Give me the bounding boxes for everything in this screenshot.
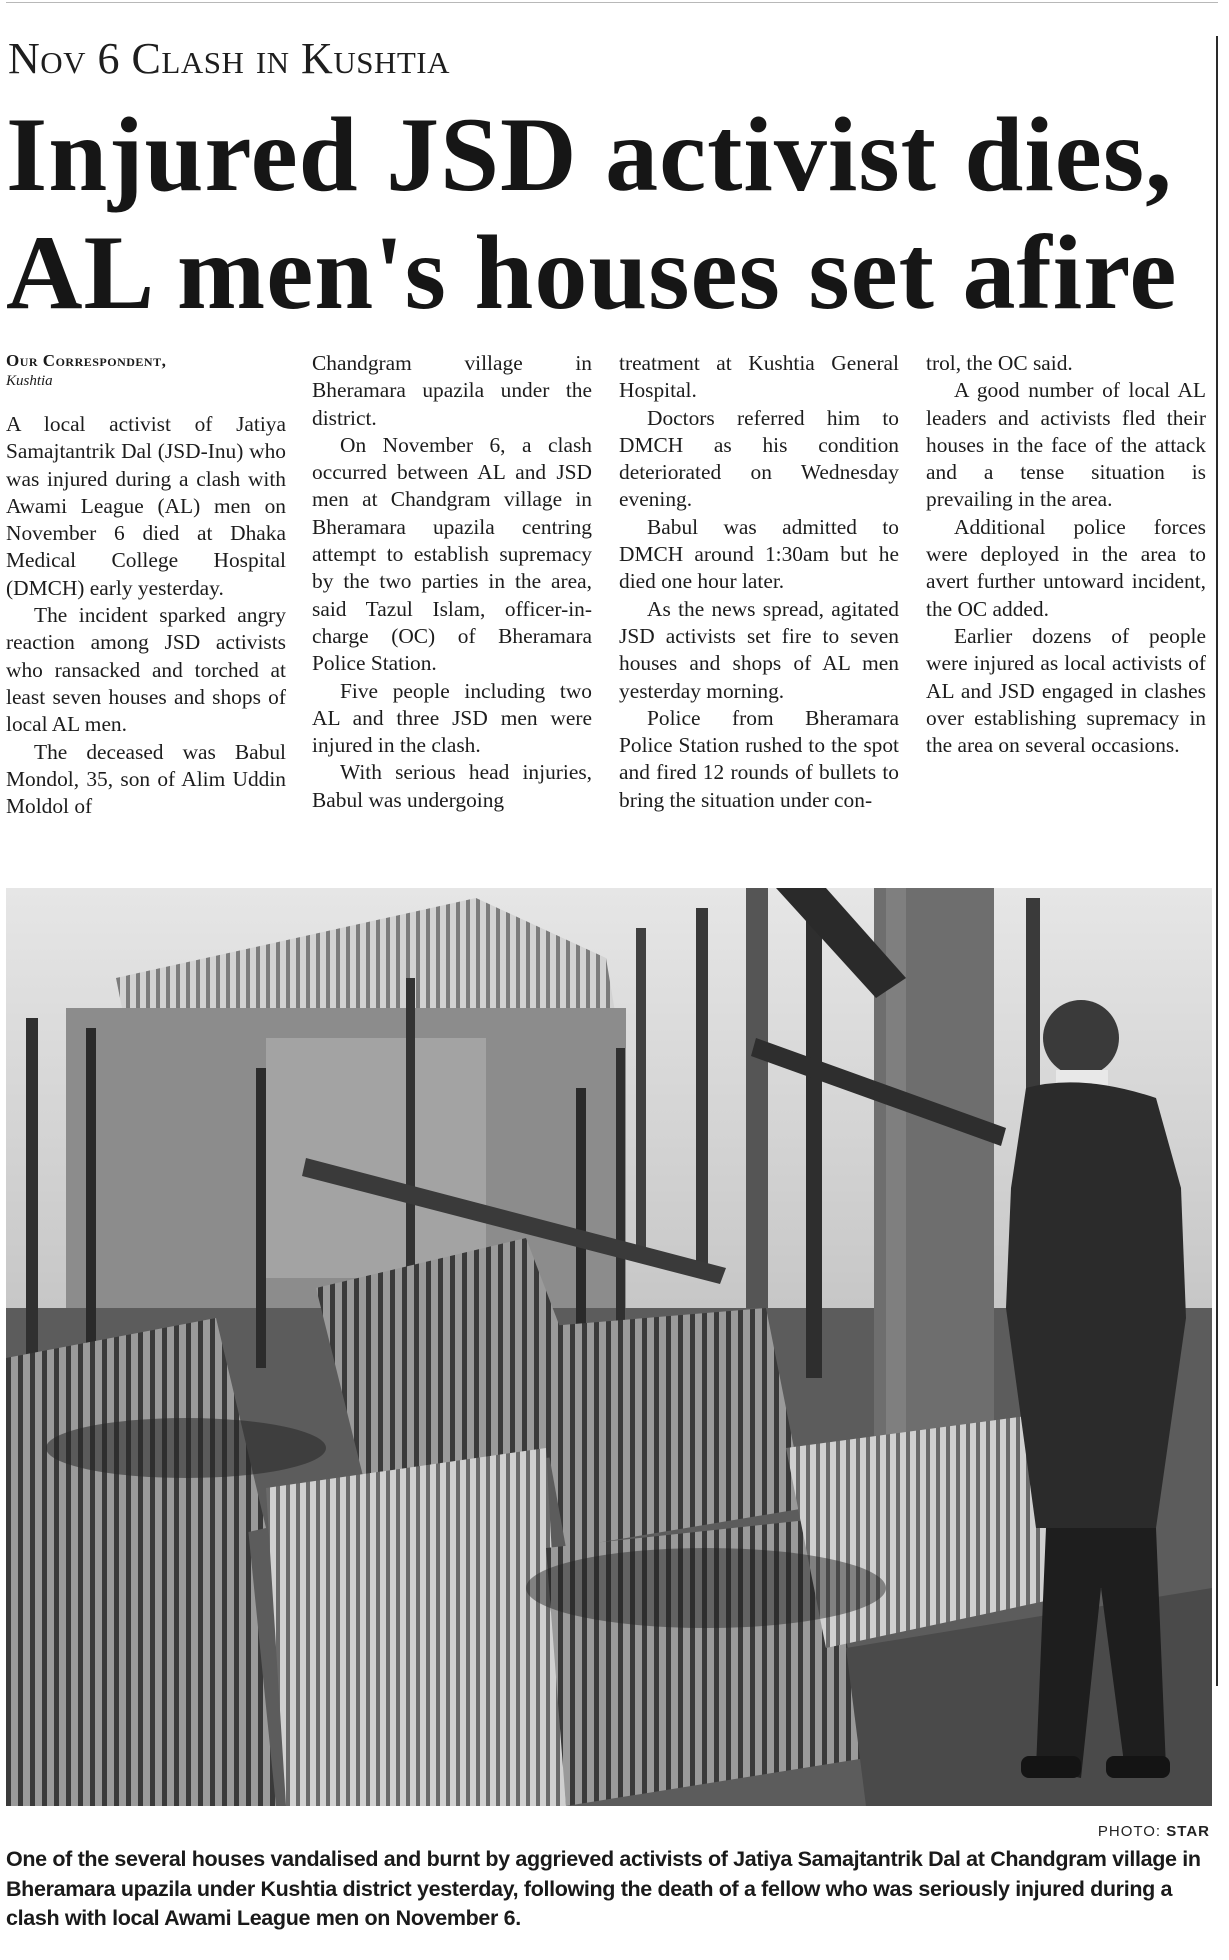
paragraph: A local activist of Jatiya Samajtantrik Dal (JSD-Inu) who was injured during a clash with Awami League (AL) men on November 6 died at Dhaka Medical College Hospital (DMCH) early yesterday. xyxy=(6,412,286,600)
byline xyxy=(6,350,286,390)
kicker-headline: Nov 6 Clash in Kushtia xyxy=(8,34,450,83)
paragraph: Chandgram village in Bheramara upazila under the district. xyxy=(312,351,592,430)
headline-line-2: AL men's houses set afire xyxy=(6,214,1178,331)
paragraph: Additional police forces were deployed in the area to avert further untoward incident, the OC added. xyxy=(926,514,1206,621)
main-headline xyxy=(6,96,1211,332)
photo-credit-prefix: PHOTO: xyxy=(1097,1823,1162,1840)
photo-caption: One of the several houses vandalised and burnt by aggrieved activists of Jatiya Samajtantrik Dal at Chandgram village in Bheramara upazila under Kushtia district yesterday, following the death of a fellow who was seriously injured during a clash with local Awami League men on November 6. xyxy=(6,1847,1201,1930)
news-photo xyxy=(6,888,1212,1806)
paragraph: Doctors referred him to DMCH as his condition deteriorated on Wednesday evening. xyxy=(619,405,899,512)
paragraph: Police from Bheramara Police Station rushed to the spot and fired 12 rounds of bullets to bring the situation under con- xyxy=(619,705,899,812)
paragraph: trol, the OC said. xyxy=(926,351,1073,375)
headline-line-1: Injured JSD activist dies, xyxy=(6,96,1173,213)
paragraph: As the news spread, agitated JSD activists set fire to seven houses and shops of AL men yesterday morning. xyxy=(619,596,899,703)
paragraph: Earlier dozens of people were injured as local activists of AL and JSD engaged in clashes over establishing supremacy in the area on several occasions. xyxy=(926,623,1206,758)
byline-dateline: Kushtia xyxy=(6,373,53,389)
paragraph: The incident sparked angry reaction among JSD activists who ransacked and torched at least seven houses and shops of local AL men. xyxy=(6,603,286,737)
paragraph: treatment at Kushtia General Hospital. xyxy=(619,351,899,403)
article-column-3 xyxy=(619,350,899,814)
paragraph: Five people including two AL and three JSD men were injured in the clash. xyxy=(312,678,592,758)
article-column-4 xyxy=(926,350,1206,759)
photo-credit xyxy=(900,1823,1210,1840)
top-rule xyxy=(6,2,1218,3)
byline-author: Our Correspondent, xyxy=(6,351,167,370)
article-column-1 xyxy=(6,411,286,820)
paragraph: A good number of local AL leaders and activists fled their houses in the face of the attack and a tense situation is prevailing in the area. xyxy=(926,378,1206,512)
paragraph: The deceased was Babul Mondol, 35, son of Alim Uddin Moldol of xyxy=(6,739,286,819)
paragraph: On November 6, a clash occurred between AL and JSD men at Chandgram village in Bheramara upazila centring attempt to establish supremacy by the two parties in the area, said Tazul Islam, officer-in-charge (OC) of Bheramara Police Station. xyxy=(312,432,592,676)
photo-credit-source: STAR xyxy=(1166,1823,1210,1840)
article-column-2 xyxy=(312,350,592,814)
paragraph: Babul was admitted to DMCH around 1:30am but he died one hour later. xyxy=(619,514,899,594)
right-column-rule xyxy=(1216,36,1218,1686)
paragraph: With serious head injuries, Babul was undergoing xyxy=(312,760,592,812)
burnt-house-illustration xyxy=(6,888,1212,1806)
